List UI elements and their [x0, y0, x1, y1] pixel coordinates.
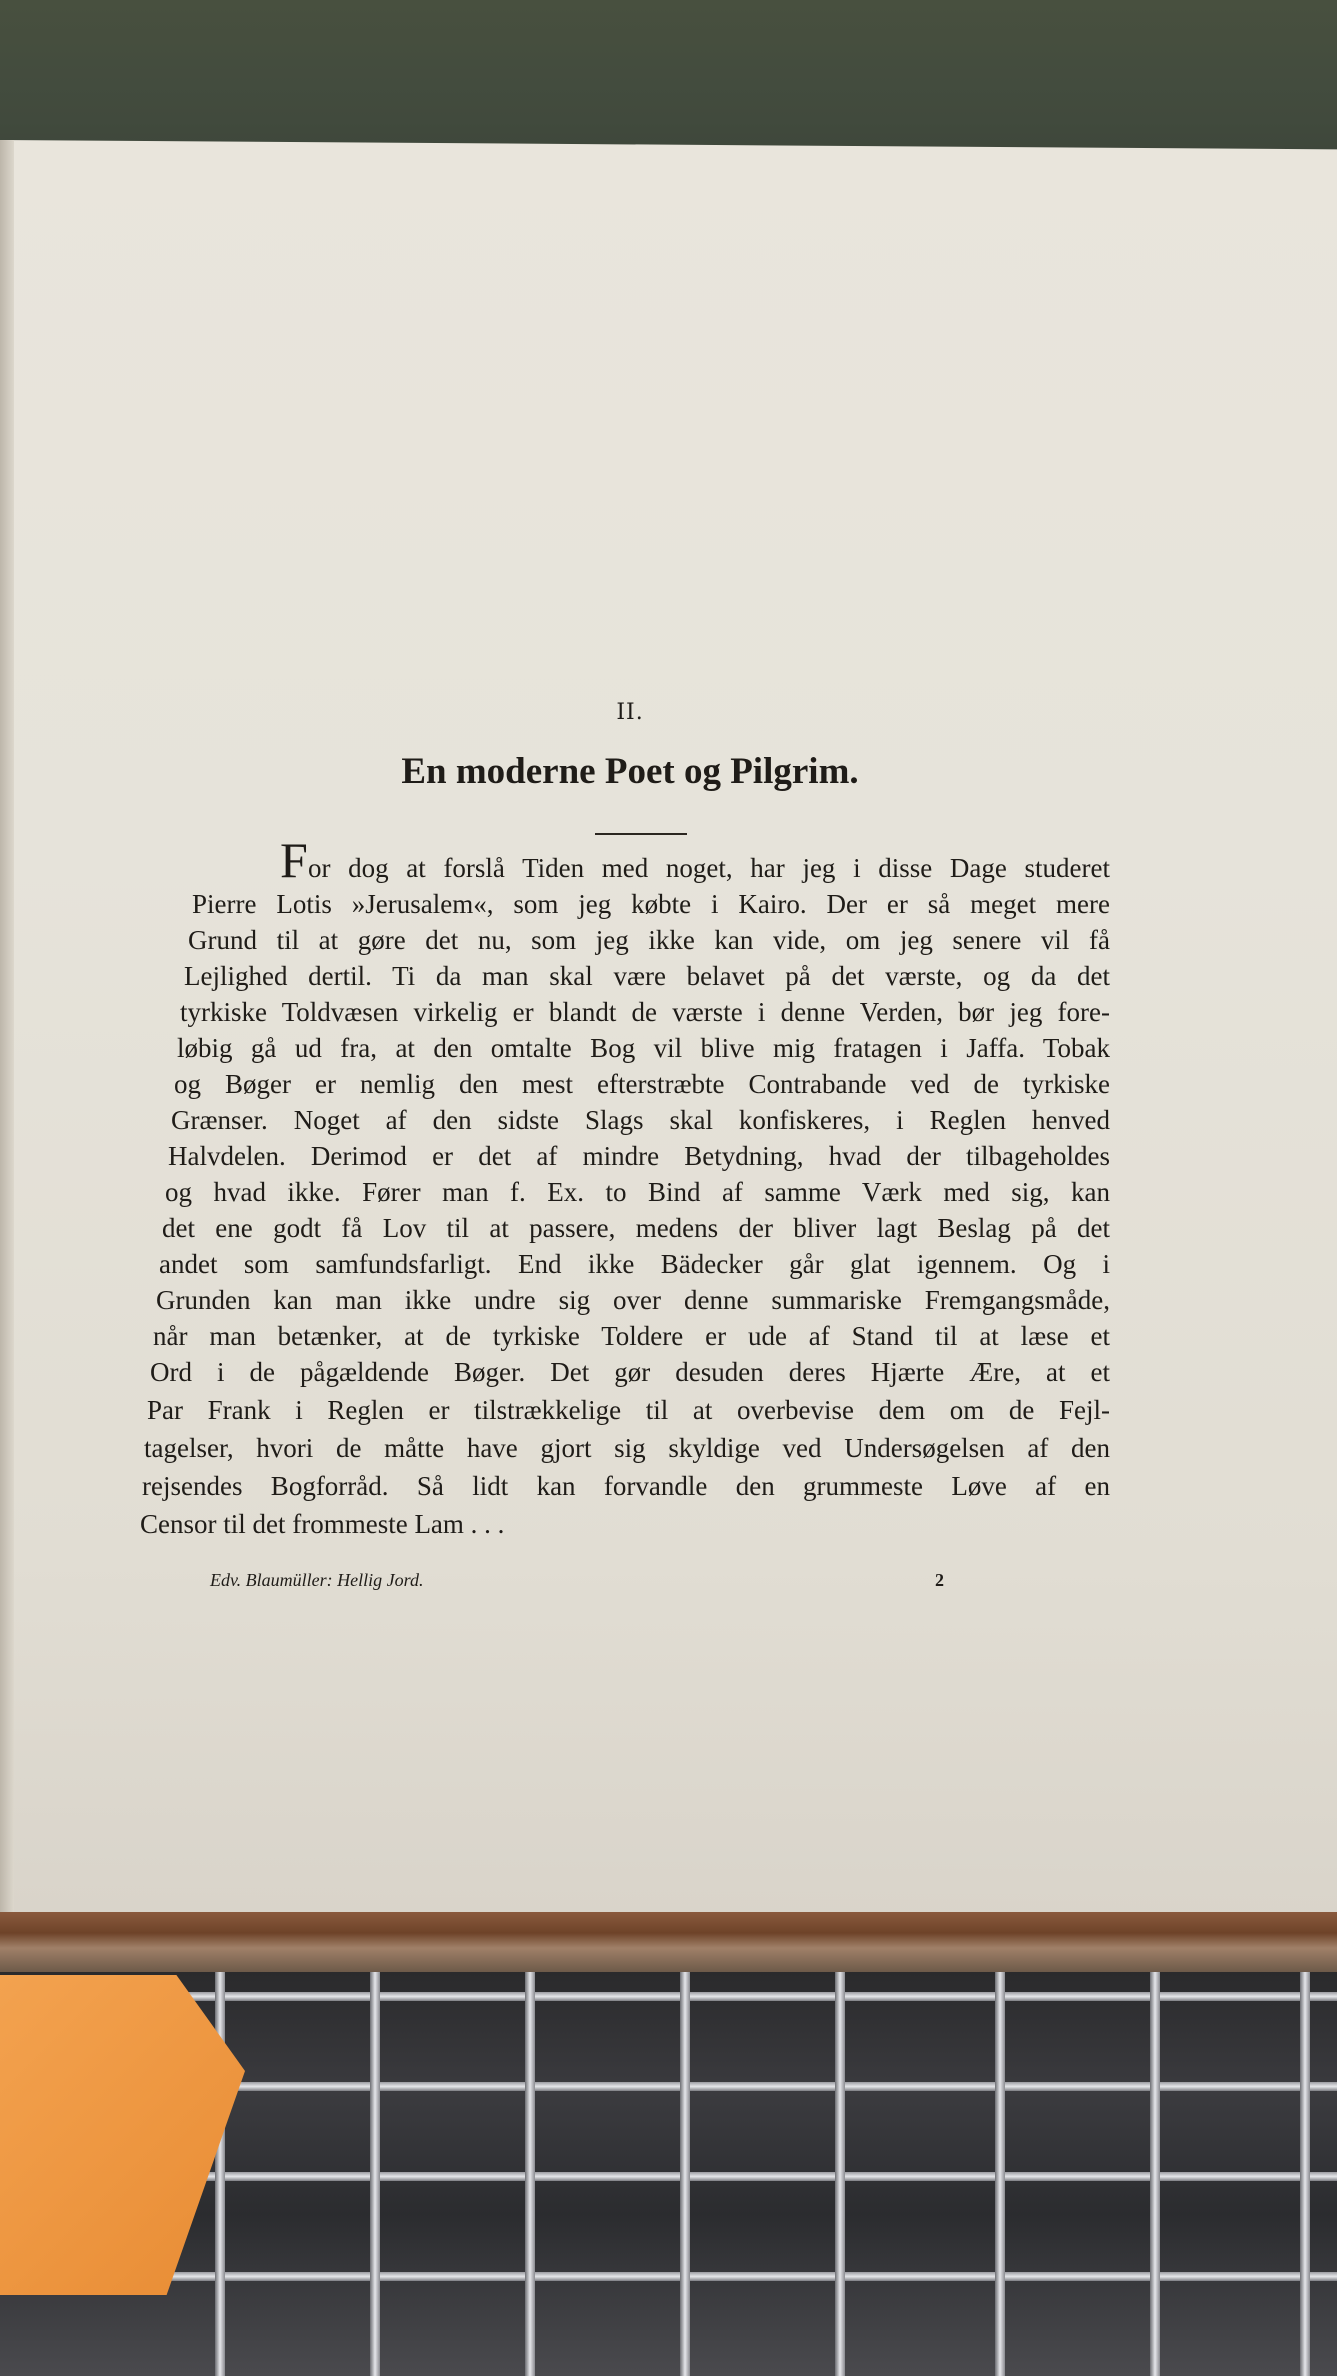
rack-bar	[1150, 1972, 1160, 2376]
text-line: Lejlighed dertil. Ti da man skal være belavet på det værste, og da det	[184, 961, 1110, 991]
text-line: når man betænker, at de tyrkiske Toldere er ude af Stand til at læse et	[153, 1321, 1110, 1351]
rack-bar	[680, 1972, 690, 2376]
text-line: og Bøger er nemlig den mest efterstræbte Contrabande ved de tyrkiske	[174, 1069, 1110, 1099]
text-line: Grunden kan man ikke undre sig over denne summariske Fremgangsmåde,	[156, 1285, 1110, 1315]
rack-bar	[1300, 1972, 1310, 2376]
rack-bar	[0, 2272, 1337, 2281]
chapter-heading: En moderne Poet og Pilgrim.	[401, 751, 859, 792]
heading-rule	[595, 833, 687, 835]
book-cover-edge	[0, 1912, 1337, 1972]
text-line: og hvad ikke. Fører man f. Ex. to Bind af samme Værk med sig, kan	[165, 1177, 1110, 1207]
drop-cap: F	[280, 832, 308, 888]
rack-bar	[525, 1972, 535, 2376]
chapter-number: II.	[616, 700, 644, 725]
rack-bar	[835, 1972, 845, 2376]
page-spine-edge	[0, 140, 14, 1915]
rack-bar	[370, 1972, 380, 2376]
rack-bar	[0, 1992, 1337, 2001]
text-line: Pierre Lotis »Jerusalem«, som jeg købte i Kairo. Der er så meget mere	[192, 889, 1110, 919]
footer-signature-mark: 2	[935, 1570, 944, 1590]
text-line: Censor til det frommeste Lam . . .	[140, 1509, 505, 1539]
rack-bar	[995, 1972, 1005, 2376]
text-line: Grænser. Noget af den sidste Slags skal konfiskeres, i Reglen henved	[171, 1105, 1110, 1135]
text-line: det ene godt få Lov til at passere, medens der bliver lagt Beslag på det	[162, 1213, 1110, 1243]
text-line: tyrkiske Toldvæsen virkelig er blandt de værste i denne Verden, bør jeg fore-	[180, 997, 1110, 1027]
text-line: Par Frank i Reglen er tilstrækkelige til at overbevise dem om de Fejl-	[147, 1395, 1110, 1425]
footer-running-title: Edv. Blaumüller: Hellig Jord.	[210, 1570, 424, 1590]
text-line: løbig gå ud fra, at den omtalte Bog vil blive mig fratagen i Jaffa. Tobak	[177, 1033, 1110, 1063]
text-line: rejsendes Bogforråd. Så lidt kan forvandle den grummeste Løve af en	[142, 1471, 1110, 1501]
text-line: andet som samfundsfarligt. End ikke Bädecker går glat igennem. Og i	[159, 1249, 1110, 1279]
text-line: or dog at forslå Tiden med noget, har jeg i disse Dage studeret	[308, 853, 1110, 883]
text-line: tagelser, hvori de måtte have gjort sig skyldige ved Undersøgelsen af den	[144, 1433, 1110, 1463]
text-line: Halvdelen. Derimod er det af mindre Betydning, hvad der tilbageholdes	[168, 1141, 1110, 1171]
text-line: Ord i de pågældende Bøger. Det gør desuden deres Hjærte Ære, at et	[150, 1357, 1110, 1387]
text-line: Grund til at gøre det nu, som jeg ikke kan vide, om jeg senere vil få	[188, 925, 1110, 955]
